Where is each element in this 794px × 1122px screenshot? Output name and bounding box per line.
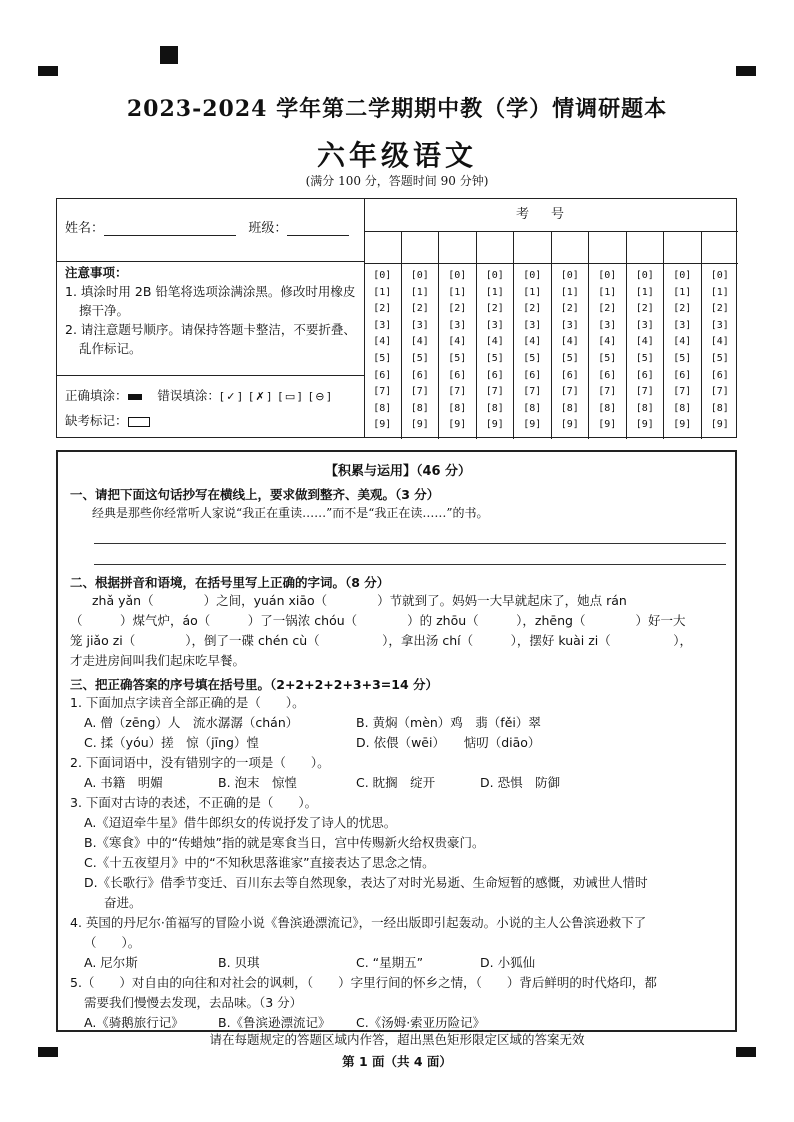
- exam-number-bubbles: [439, 264, 476, 434]
- exam-number-title: 考号: [515, 207, 586, 222]
- digit-bubble[interactable]: [5]: [410, 352, 429, 364]
- exam-number-column: [513, 231, 551, 439]
- q3-3-option-c: C.《十五夜望月》中的“不知秋思落谁家”直接表达了思念之情。: [84, 855, 435, 870]
- q3-3-option-d: D.《长歌行》借季节变迁、百川东去等自然现象，表达了对时光易逝、生命短暂的感慨，劝诫世人惜时: [84, 875, 648, 890]
- digit-bubble[interactable]: [2]: [523, 303, 542, 315]
- exam-number-column: [626, 231, 664, 439]
- q3-4-option-c: C. “星期五”: [356, 955, 424, 970]
- q3-3-option-a: A.《迢迢牵牛星》借牛郎织女的传说抒发了诗人的忧思。: [84, 815, 397, 830]
- note-2: 2. 请注意题号顺序。请保持答题卡整洁，不要折叠、乱作标记。: [65, 322, 356, 356]
- digit-bubble[interactable]: [7]: [485, 386, 504, 398]
- q3-2-option-d: D. 恐惧 防御: [480, 775, 561, 790]
- digit-bubble[interactable]: [8]: [560, 402, 579, 414]
- digit-bubble[interactable]: [3]: [598, 319, 617, 331]
- digit-bubble[interactable]: [2]: [673, 303, 692, 315]
- digit-bubble[interactable]: [6]: [598, 369, 617, 381]
- q3-2: 2. 下面词语中，没有错别字的一项是（ ）。: [70, 755, 330, 770]
- digit-bubble[interactable]: [6]: [523, 369, 542, 381]
- correct-fill-sample: [128, 394, 142, 400]
- digit-bubble[interactable]: [0]: [673, 270, 692, 281]
- q3-3-option-b: B.《寒食》中的“传蜡烛”指的就是寒食当日，宫中传赐新火给权贵豪门。: [84, 835, 485, 850]
- digit-bubble[interactable]: [7]: [560, 386, 579, 398]
- digit-bubble[interactable]: [4]: [448, 336, 467, 348]
- q3-2-option-c: C. 眈搁 绽开: [356, 775, 436, 790]
- q3-2-options: [70, 773, 726, 793]
- digit-bubble[interactable]: [5]: [598, 352, 617, 364]
- digit-bubble[interactable]: [4]: [598, 336, 617, 348]
- notes-title: 注意事项：: [65, 265, 128, 280]
- subject-title: 六年级语文: [316, 139, 477, 172]
- exam-number-write-cell[interactable]: [664, 231, 701, 264]
- score-note: (满分 100 分，答题时间 90 分钟): [305, 174, 489, 188]
- digit-bubble[interactable]: [7]: [410, 386, 429, 398]
- digit-bubble[interactable]: [7]: [635, 386, 654, 398]
- digit-bubble[interactable]: [2]: [373, 303, 392, 315]
- exam-number-column: [364, 231, 401, 439]
- digit-bubble[interactable]: [0]: [635, 270, 654, 281]
- digit-bubble[interactable]: [6]: [710, 369, 729, 381]
- digit-bubble[interactable]: [9]: [523, 419, 542, 431]
- q2-line-1: zhǎ yǎn（ ）之间，yuán xiāo（ ）节就到了。妈妈一大早就起床了，她点 rán: [92, 593, 627, 608]
- page-number: 第 1 面（共 4 面）: [342, 1054, 452, 1069]
- name-field[interactable]: [104, 223, 236, 236]
- digit-bubble[interactable]: [3]: [410, 319, 429, 331]
- q3-4-option-d: D. 小狐仙: [480, 955, 536, 970]
- q2-line-2: （ ）煤气炉，áo（ ）了一锅浓 chóu（ ）的 zhōu（ ），zhēng（ ）好一大: [70, 613, 686, 628]
- digit-bubble[interactable]: [7]: [710, 386, 729, 398]
- digit-bubble[interactable]: [0]: [373, 270, 392, 281]
- page-title: 2023-2024 学年第二学期期中教（学）情调研题本: [126, 96, 668, 122]
- q3-1-option-a: A. 僧（zēng）人 流水潺潺（chán）: [84, 715, 299, 730]
- digit-bubble[interactable]: [5]: [373, 352, 392, 364]
- digit-bubble[interactable]: [6]: [673, 369, 692, 381]
- digit-bubble[interactable]: [7]: [448, 386, 467, 398]
- exam-number-bubbles: [477, 264, 514, 434]
- digit-bubble[interactable]: [3]: [523, 319, 542, 331]
- digit-bubble[interactable]: [8]: [523, 402, 542, 414]
- q3-4-cont: （ ）。: [84, 935, 141, 950]
- digit-bubble[interactable]: [6]: [485, 369, 504, 381]
- q1-answer-line-1[interactable]: [94, 527, 726, 544]
- digit-bubble[interactable]: [8]: [598, 402, 617, 414]
- digit-bubble[interactable]: [3]: [673, 319, 692, 331]
- digit-bubble[interactable]: [7]: [523, 386, 542, 398]
- exam-number-bubbles: [664, 264, 701, 434]
- wrong-fill-label: 错误填涂：: [157, 388, 220, 403]
- q3-5-cont: 需要我们慢慢去发现，去品味。（3 分）: [84, 995, 303, 1010]
- digit-bubble[interactable]: [6]: [410, 369, 429, 381]
- digit-bubble[interactable]: [3]: [710, 319, 729, 331]
- digit-bubble[interactable]: [1]: [523, 286, 542, 298]
- digit-bubble[interactable]: [1]: [485, 286, 504, 298]
- digit-bubble[interactable]: [2]: [410, 303, 429, 315]
- registration-mark-top-left: [38, 66, 58, 76]
- digit-bubble[interactable]: [5]: [710, 352, 729, 364]
- digit-bubble[interactable]: [8]: [448, 402, 467, 414]
- exam-number-bubbles: [702, 264, 739, 434]
- exam-number-column: [401, 231, 439, 439]
- digit-bubble[interactable]: [9]: [635, 419, 654, 431]
- registration-mark-top-small: [160, 46, 178, 64]
- exam-number-write-cell[interactable]: [552, 231, 589, 264]
- digit-bubble[interactable]: [4]: [673, 336, 692, 348]
- q3-5-option-c: C.《汤姆·索亚历险记》: [356, 1015, 486, 1030]
- digit-bubble[interactable]: [6]: [448, 369, 467, 381]
- digit-bubble[interactable]: [4]: [485, 336, 504, 348]
- exam-number-bubbles: [364, 264, 401, 434]
- digit-bubble[interactable]: [2]: [635, 303, 654, 315]
- q3-4-options: [70, 953, 726, 973]
- digit-bubble[interactable]: [1]: [635, 286, 654, 298]
- digit-bubble[interactable]: [2]: [485, 303, 504, 315]
- digit-bubble[interactable]: [2]: [710, 303, 729, 315]
- digit-bubble[interactable]: [0]: [485, 270, 504, 281]
- class-field[interactable]: [287, 223, 349, 236]
- q3-2-option-b: B. 泡末 惊惶: [218, 775, 298, 790]
- digit-bubble[interactable]: [4]: [410, 336, 429, 348]
- digit-bubble[interactable]: [1]: [598, 286, 617, 298]
- digit-bubble[interactable]: [5]: [448, 352, 467, 364]
- absent-label: 缺考标记：: [65, 413, 128, 428]
- exam-number-column: [476, 231, 514, 439]
- digit-bubble[interactable]: [9]: [560, 419, 579, 431]
- digit-bubble[interactable]: [1]: [560, 286, 579, 298]
- q3-1-option-c: C. 揉（yóu）搓 惊（jīng）惶: [84, 735, 259, 750]
- class-label: 班级：: [248, 221, 288, 236]
- q2-title: 二、根据拼音和语境，在括号里写上正确的字词。（8 分）: [70, 575, 390, 590]
- digit-bubble[interactable]: [0]: [410, 270, 429, 281]
- digit-bubble[interactable]: [4]: [710, 336, 729, 348]
- q3-1: 1. 下面加点字读音全部正确的是（ ）。: [70, 695, 305, 710]
- exam-number-column: [701, 231, 739, 439]
- exam-number-bubbles: [552, 264, 589, 434]
- digit-bubble[interactable]: [9]: [710, 419, 729, 431]
- digit-bubble[interactable]: [1]: [673, 286, 692, 298]
- digit-bubble[interactable]: [9]: [598, 419, 617, 431]
- digit-bubble[interactable]: [8]: [410, 402, 429, 414]
- exam-number-write-cell[interactable]: [364, 231, 401, 264]
- digit-bubble[interactable]: [0]: [523, 270, 542, 281]
- digit-bubble[interactable]: [0]: [598, 270, 617, 281]
- exam-number-bubbles: [514, 264, 551, 434]
- digit-bubble[interactable]: [3]: [560, 319, 579, 331]
- exam-number-column: [663, 231, 701, 439]
- digit-bubble[interactable]: [7]: [673, 386, 692, 398]
- digit-bubble[interactable]: [7]: [373, 386, 392, 398]
- digit-bubble[interactable]: [5]: [523, 352, 542, 364]
- digit-bubble[interactable]: [8]: [710, 402, 729, 414]
- fill-legend: [65, 384, 333, 433]
- q3-5-option-a: A.《骑鹅旅行记》: [84, 1015, 184, 1030]
- digit-bubble[interactable]: [9]: [448, 419, 467, 431]
- digit-bubble[interactable]: [8]: [373, 402, 392, 414]
- digit-bubble[interactable]: [9]: [673, 419, 692, 431]
- exam-number-write-cell[interactable]: [477, 231, 514, 264]
- note-1: 1. 填涂时用 2B 铅笔将选项涂满涂黑。修改时用橡皮擦干净。: [65, 284, 356, 318]
- digit-bubble[interactable]: [3]: [373, 319, 392, 331]
- digit-bubble[interactable]: [3]: [448, 319, 467, 331]
- digit-bubble[interactable]: [5]: [673, 352, 692, 364]
- q3-1-option-d: D. 依偎（wēi） 惦叨（diāo）: [356, 735, 541, 750]
- q3-4-option-b: B. 贝琪: [218, 955, 260, 970]
- exam-number-column: [438, 231, 476, 439]
- q3-3: 3. 下面对古诗的表述，不正确的是（ ）。: [70, 795, 318, 810]
- digit-bubble[interactable]: [5]: [635, 352, 654, 364]
- footer-note: 请在每题规定的答题区域内作答，超出黑色矩形限定区域的答案无效: [209, 1032, 585, 1047]
- digit-bubble[interactable]: [2]: [560, 303, 579, 315]
- digit-bubble[interactable]: [3]: [485, 319, 504, 331]
- digit-bubble[interactable]: [9]: [410, 419, 429, 431]
- digit-bubble[interactable]: [1]: [448, 286, 467, 298]
- digit-bubble[interactable]: [4]: [635, 336, 654, 348]
- q2-line-4: 才走进房间叫我们起床吃早餐。: [70, 653, 246, 668]
- registration-mark-top-right: [736, 66, 756, 76]
- exam-number-column: [551, 231, 589, 439]
- q3-1-options-ab: [70, 713, 726, 733]
- q1-text: 经典是那些你经常听人家说“我正在重读……”而不是“我正在读……”的书。: [92, 506, 489, 520]
- info-box: [56, 198, 737, 438]
- section-title: 【积累与运用】（46 分）: [324, 464, 472, 479]
- digit-bubble[interactable]: [4]: [560, 336, 579, 348]
- digit-bubble[interactable]: [1]: [710, 286, 729, 298]
- digit-bubble[interactable]: [8]: [635, 402, 654, 414]
- digit-bubble[interactable]: [9]: [485, 419, 504, 431]
- wrong-fill-samples: [✓] [✗] [▭] [⊖]: [219, 390, 333, 403]
- digit-bubble[interactable]: [1]: [410, 286, 429, 298]
- exam-number-write-cell[interactable]: [439, 231, 476, 264]
- q3-1-option-b: B. 黄焖（mèn）鸡 翡（fěi）翠: [356, 715, 541, 730]
- q3-title: 三、把正确答案的序号填在括号里。（2+2+2+2+3+3=14 分）: [70, 677, 439, 692]
- q3-5: 5.（ ）对自由的向往和对社会的讽刺，（ ）字里行间的怀乡之情，（ ）背后鲜明的时代烙印，都: [70, 975, 657, 990]
- exam-number-write-cell[interactable]: [627, 231, 664, 264]
- digit-bubble[interactable]: [7]: [598, 386, 617, 398]
- digit-bubble[interactable]: [8]: [673, 402, 692, 414]
- q1-title: 一、请把下面这句话抄写在横线上，要求做到整齐、美观。（3 分）: [70, 487, 440, 502]
- exam-number-write-cell[interactable]: [589, 231, 626, 264]
- q2-line-3: 笼 jiǎo zi（ ），倒了一碟 chén cù（ ），拿出汤 chí（ ），摆好 kuài zi（ ），: [70, 633, 693, 648]
- correct-fill-label: 正确填涂：: [65, 388, 128, 403]
- notes: [65, 263, 361, 358]
- digit-bubble[interactable]: [0]: [448, 270, 467, 281]
- q1-answer-line-2[interactable]: [94, 548, 726, 565]
- exam-number-column: [588, 231, 626, 439]
- q3-4-option-a: A. 尼尔斯: [84, 955, 138, 970]
- q3-3-option-d-cont: 奋进。: [104, 895, 142, 910]
- digit-bubble[interactable]: [6]: [635, 369, 654, 381]
- name-class-row: [65, 217, 349, 236]
- digit-bubble[interactable]: [2]: [598, 303, 617, 315]
- exam-number-bubbles: [402, 264, 439, 434]
- digit-bubble[interactable]: [0]: [710, 270, 729, 281]
- q3-4: 4. 英国的丹尼尔·笛福写的冒险小说《鲁滨逊漂流记》，一经出版即引起轰动。小说的主人公鲁滨逊救下了: [70, 915, 647, 930]
- exam-number-bubbles: [627, 264, 664, 434]
- digit-bubble[interactable]: [5]: [560, 352, 579, 364]
- digit-bubble[interactable]: [4]: [523, 336, 542, 348]
- digit-bubble[interactable]: [3]: [635, 319, 654, 331]
- exam-number-write-cell[interactable]: [702, 231, 739, 264]
- q3-5-option-b: B.《鲁滨逊漂流记》: [218, 1015, 331, 1030]
- name-label: 姓名：: [65, 221, 105, 236]
- exam-number-grid: [364, 231, 738, 439]
- digit-bubble[interactable]: [2]: [448, 303, 467, 315]
- exam-number-write-cell[interactable]: [402, 231, 439, 264]
- absent-checkbox[interactable]: [128, 417, 150, 427]
- digit-bubble[interactable]: [8]: [485, 402, 504, 414]
- digit-bubble[interactable]: [0]: [560, 270, 579, 281]
- exam-number-bubbles: [589, 264, 626, 434]
- digit-bubble[interactable]: [9]: [373, 419, 392, 431]
- digit-bubble[interactable]: [6]: [560, 369, 579, 381]
- q3-1-options-cd: [70, 733, 726, 753]
- exam-number-write-cell[interactable]: [514, 231, 551, 264]
- q3-2-option-a: A. 书籍 明媚: [84, 775, 163, 790]
- digit-bubble[interactable]: [1]: [373, 286, 392, 298]
- question-content: [70, 460, 726, 1033]
- digit-bubble[interactable]: [6]: [373, 369, 392, 381]
- digit-bubble[interactable]: [4]: [373, 336, 392, 348]
- digit-bubble[interactable]: [5]: [485, 352, 504, 364]
